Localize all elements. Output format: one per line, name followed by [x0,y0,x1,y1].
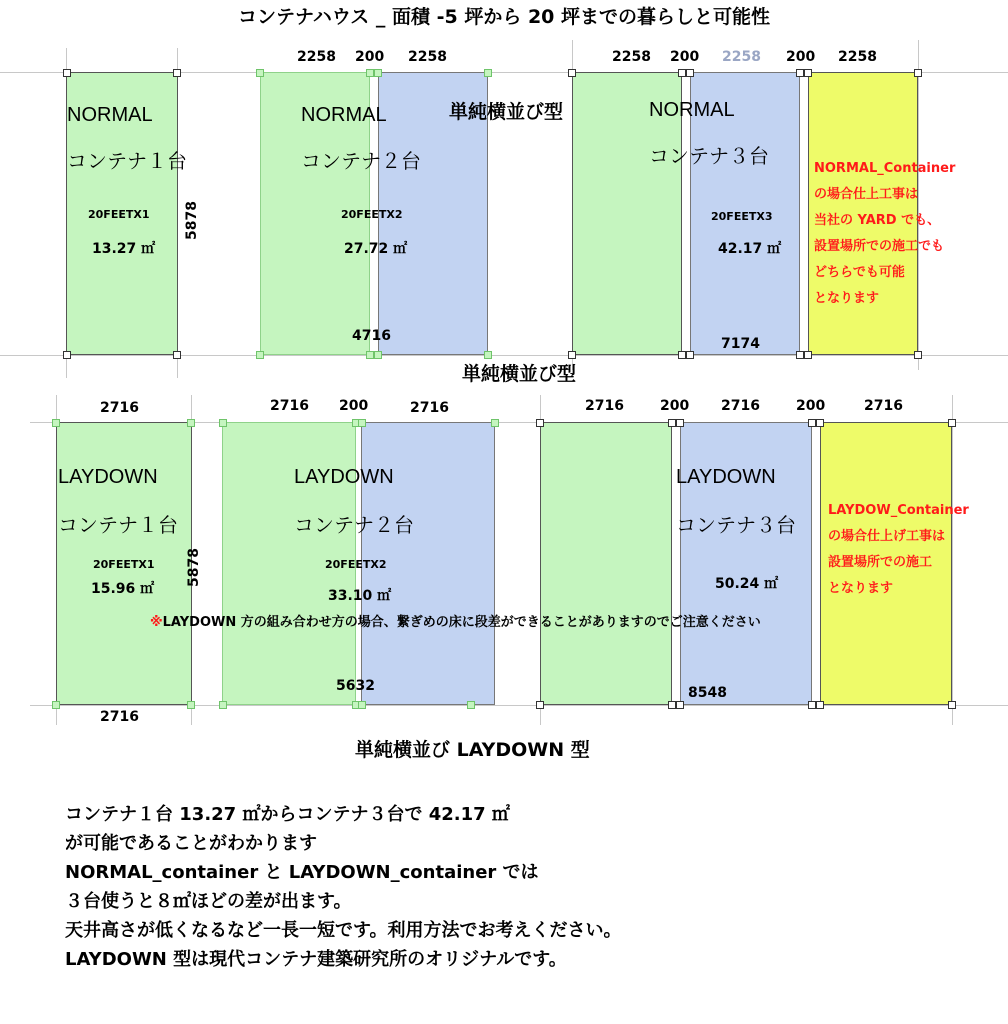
corner-marker [914,351,922,359]
corner-marker [256,351,264,359]
depth-dimension: 5878 [186,548,202,587]
width-dimension: 2716 [721,398,760,414]
area-value: 13.27 ㎡ [92,241,156,257]
summary-line: NORMAL_container と LAYDOWN_container では [65,862,539,883]
container-code: 20FEETX1 [93,558,155,571]
width-dimension: 2716 [864,398,903,414]
gap-dimension: 200 [670,49,700,65]
width-dimension: 2716 [100,400,139,416]
container-type-label: LAYDOWN [58,466,158,488]
note-line: の場合仕上工事は [814,187,919,202]
guide-line [30,705,1008,706]
corner-marker [366,351,374,359]
container-type-label: LAYDOWN [294,466,394,488]
width-dimension: 2716 [270,398,309,414]
summary-line: 天井高さが低くなるなど一長一短です。利用方法でお考えください。 [65,920,622,941]
container-type-label: NORMAL [301,104,387,126]
container-code: 20FEETX3 [711,210,773,223]
depth-dimension: 5878 [184,201,200,240]
area-value: 42.17 ㎡ [718,241,782,257]
corner-marker [676,701,684,709]
width-dimension: 2258 [722,49,761,65]
corner-marker [173,69,181,77]
corner-marker [467,701,475,709]
corner-marker [796,69,804,77]
warning-text: LAYDOWN 方の組み合わせ方の場合、繋ぎめの床に段差ができることがありますのでご注意ください [162,615,761,630]
width-dimension: 2258 [408,49,447,65]
note-line: LAYDOW_Container [828,503,969,518]
note-line: どちらでも可能 [814,265,905,280]
area-value: 15.96 ㎡ [91,581,155,597]
gap-dimension: 200 [355,49,385,65]
note-line: となります [814,291,880,306]
guide-line [0,355,1008,356]
corner-marker [358,701,366,709]
corner-marker [804,351,812,359]
corner-marker [678,351,686,359]
summary-text [65,800,622,974]
container-count-label: コンテナ２台 [294,515,414,537]
width-dimension: 2716 [100,709,139,725]
note-line: となります [828,581,894,596]
width-dimension: 2716 [585,398,624,414]
corner-marker [948,701,956,709]
corner-marker [256,69,264,77]
corner-marker [686,69,694,77]
gap-dimension: 200 [339,398,369,414]
total-width-dimension: 8548 [688,685,727,701]
laydown-note [828,498,969,602]
layout-heading: 単純横並び型 [449,101,564,123]
corner-marker [536,419,544,427]
corner-marker [796,351,804,359]
area-value: 33.10 ㎡ [328,588,392,604]
corner-marker [536,701,544,709]
corner-marker [678,69,686,77]
total-width-dimension: 5632 [336,678,375,694]
corner-marker [374,351,382,359]
corner-marker [668,419,676,427]
corner-marker [568,351,576,359]
container-type-label: NORMAL [649,99,735,121]
corner-marker [668,701,676,709]
gap-dimension: 200 [796,398,826,414]
width-dimension: 2258 [297,49,336,65]
corner-marker [948,419,956,427]
area-value: 50.24 ㎡ [715,576,779,592]
gap-dimension: 200 [786,49,816,65]
corner-marker [219,701,227,709]
warning-mark: ※ [150,615,163,630]
corner-marker [63,69,71,77]
note-line: の場合仕上げ工事は [828,529,946,544]
corner-marker [484,69,492,77]
container-count-label: コンテナ１台 [67,151,187,173]
container-type-label: NORMAL [67,104,153,126]
corner-marker [366,69,374,77]
container-type-label: LAYDOWN [676,466,776,488]
container-code: 20FEETX1 [88,208,150,221]
container-count-label: コンテナ３台 [649,146,769,168]
laydown-warning [150,611,761,630]
corner-marker [686,351,694,359]
corner-marker [914,69,922,77]
note-line: 設置場所での施工 [828,555,933,570]
corner-marker [187,701,195,709]
corner-marker [808,419,816,427]
container-code: 20FEETX2 [341,208,403,221]
container-count-label: コンテナ３台 [676,515,796,537]
page-title: コンテナハウス _ 面積 -5 坪から 20 坪までの暮らしと可能性 [237,6,771,28]
summary-line: コンテナ１台 13.27 ㎡からコンテナ３台で 42.17 ㎡ [65,804,510,825]
corner-marker [52,419,60,427]
summary-line: が可能であることがわかります [65,833,317,854]
layout-heading: 単純横並び LAYDOWN 型 [355,739,590,761]
normal-note [814,156,955,312]
width-dimension: 2716 [410,400,449,416]
summary-line: LAYDOWN 型は現代コンテナ建築研究所のオリジナルです。 [65,949,567,970]
width-dimension: 2258 [838,49,877,65]
gap-dimension: 200 [660,398,690,414]
corner-marker [808,701,816,709]
area-value: 27.72 ㎡ [344,241,408,257]
corner-marker [374,69,382,77]
note-line: 設置場所での施工でも [814,239,945,254]
total-width-dimension: 7174 [721,336,760,352]
corner-marker [676,419,684,427]
corner-marker [491,419,499,427]
corner-marker [358,419,366,427]
corner-marker [219,419,227,427]
corner-marker [173,351,181,359]
corner-marker [816,701,824,709]
corner-marker [816,419,824,427]
corner-marker [63,351,71,359]
container-count-label: コンテナ１台 [58,515,178,537]
layout-heading: 単純横並び型 [462,363,577,385]
note-line: NORMAL_Container [814,161,956,176]
corner-marker [484,351,492,359]
laydown-container-3a [540,422,672,705]
laydown-container-3b [680,422,812,705]
corner-marker [568,69,576,77]
corner-marker [187,419,195,427]
width-dimension: 2258 [612,49,651,65]
container-code: 20FEETX2 [325,558,387,571]
summary-line: ３台使うと８㎡ほどの差が出ます。 [65,891,352,912]
corner-marker [52,701,60,709]
note-line: 当社の YARD でも、 [814,213,941,228]
container-count-label: コンテナ２台 [301,151,421,173]
total-width-dimension: 4716 [352,328,391,344]
corner-marker [804,69,812,77]
